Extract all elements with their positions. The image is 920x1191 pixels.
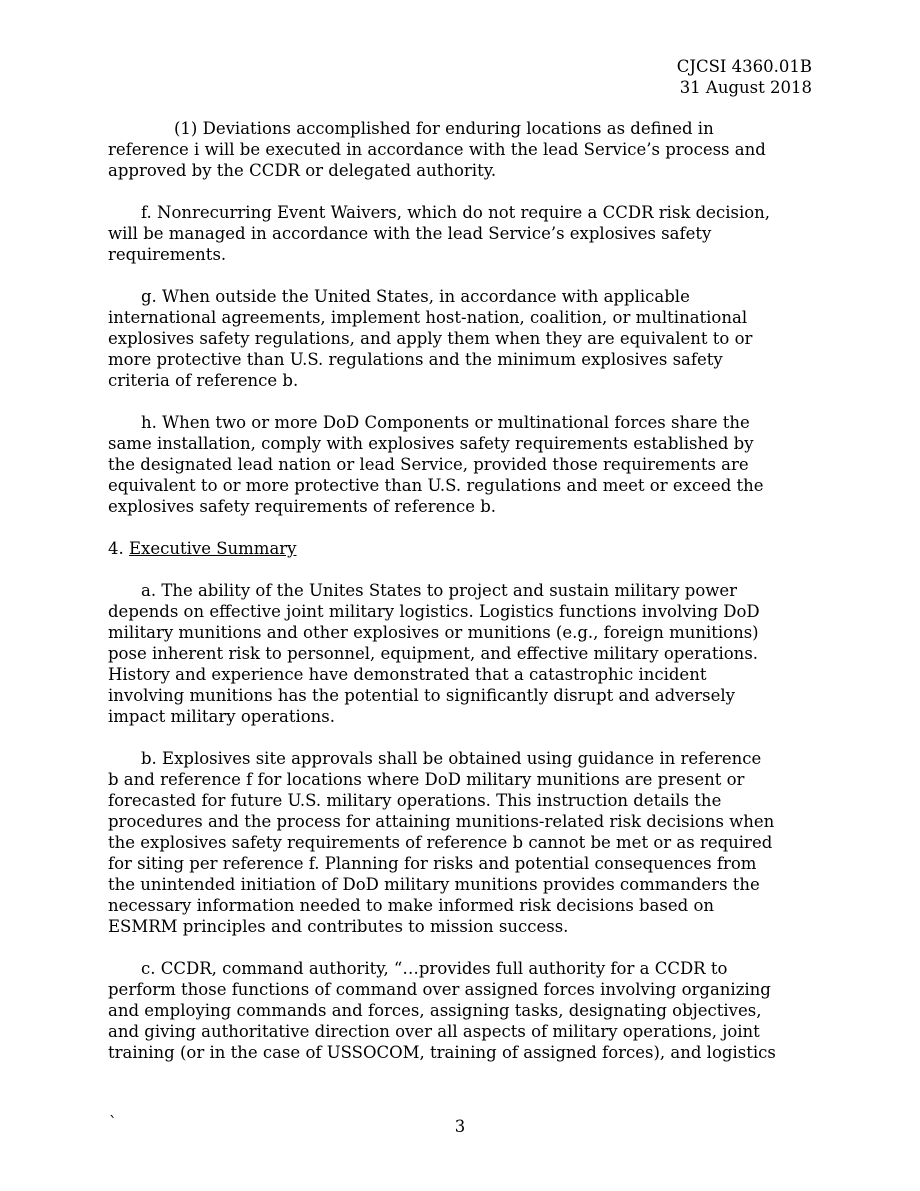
- paragraph-line: forecasted for future U.S. military operations. This instruction details the: [108, 791, 722, 810]
- document-header: [677, 56, 812, 98]
- paragraph-line: same installation, comply with explosives safety requirements established by: [108, 434, 754, 453]
- paragraph: [108, 958, 814, 1063]
- footer-mark: `: [109, 1113, 117, 1132]
- paragraph-line: ESMRM principles and contributes to mission success.: [108, 917, 569, 936]
- document-date: 31 August 2018: [679, 78, 812, 97]
- paragraph-line: necessary information needed to make informed risk decisions based on: [108, 896, 715, 915]
- paragraph-line: the designated lead nation or lead Service, provided those requirements are: [108, 455, 749, 474]
- paragraph-line: c. CCDR, command authority, “…provides full authority for a CCDR to: [141, 959, 728, 978]
- paragraph-line: training (or in the case of USSOCOM, training of assigned forces), and logistics: [108, 1043, 776, 1062]
- page-number: 3: [454, 1117, 466, 1136]
- paragraph-line: more protective than U.S. regulations and the minimum explosives safety: [108, 350, 723, 369]
- paragraph: [108, 118, 814, 181]
- paragraph-line: the unintended initiation of DoD military munitions provides commanders the: [108, 875, 760, 894]
- paragraph-line: depends on effective joint military logistics. Logistics functions involving DoD: [108, 602, 760, 621]
- paragraph-line: approved by the CCDR or delegated authority.: [108, 161, 497, 180]
- paragraph-line: procedures and the process for attaining munitions-related risk decisions when: [108, 812, 775, 831]
- paragraph-line: reference i will be executed in accordance with the lead Service’s process and: [108, 140, 766, 159]
- paragraph-line: requirements.: [108, 245, 227, 264]
- paragraph-line: involving munitions has the potential to significantly disrupt and adversely: [108, 686, 735, 705]
- paragraph: [108, 580, 814, 727]
- paragraph-line: g. When outside the United States, in accordance with applicable: [141, 287, 690, 306]
- paragraph: [108, 202, 814, 265]
- paragraph-group-section3: [108, 118, 814, 517]
- paragraph-line: the explosives safety requirements of reference b cannot be met or as required: [108, 833, 773, 852]
- paragraph-line: b and reference f for locations where DoD military munitions are present or: [108, 770, 745, 789]
- paragraph-line: impact military operations.: [108, 707, 336, 726]
- paragraph-line: and giving authoritative direction over all aspects of military operations, joint: [108, 1022, 760, 1041]
- paragraph-line: b. Explosives site approvals shall be obtained using guidance in reference: [141, 749, 762, 768]
- paragraph-group-section4: [108, 580, 814, 1063]
- paragraph-line: explosives safety regulations, and apply them when they are equivalent to or: [108, 329, 753, 348]
- paragraph-line: perform those functions of command over assigned forces involving organizing: [108, 980, 771, 999]
- paragraph-line: international agreements, implement host-nation, coalition, or multinational: [108, 308, 748, 327]
- paragraph-line: criteria of reference b.: [108, 371, 299, 390]
- paragraph-line: will be managed in accordance with the lead Service’s explosives safety: [108, 224, 712, 243]
- paragraph-line: for siting per reference f. Planning for risks and potential consequences from: [108, 854, 757, 873]
- paragraph-line: equivalent to or more protective than U.S. regulations and meet or exceed the: [108, 476, 764, 495]
- paragraph-line: explosives safety requirements of reference b.: [108, 497, 497, 516]
- paragraph: [108, 412, 814, 517]
- document-id: CJCSI 4360.01B: [676, 57, 812, 76]
- paragraph-line: and employing commands and forces, assigning tasks, designating objectives,: [108, 1001, 762, 1020]
- paragraph-line: pose inherent risk to personnel, equipment, and effective military operations.: [108, 644, 759, 663]
- paragraph: [108, 286, 814, 391]
- section-number: 4.: [108, 539, 124, 558]
- section-heading: [108, 538, 814, 559]
- section-title: Executive Summary: [129, 539, 297, 558]
- paragraph-line: f. Nonrecurring Event Waivers, which do not require a CCDR risk decision,: [141, 203, 771, 222]
- paragraph: [108, 748, 814, 937]
- document-body: [108, 118, 814, 1084]
- paragraph-line: h. When two or more DoD Components or multinational forces share the: [141, 413, 750, 432]
- paragraph-line: military munitions and other explosives or munitions (e.g., foreign munitions): [108, 623, 759, 642]
- paragraph-line: a. The ability of the Unites States to project and sustain military power: [141, 581, 738, 600]
- paragraph-line: History and experience have demonstrated that a catastrophic incident: [108, 665, 707, 684]
- paragraph-line: (1) Deviations accomplished for enduring locations as defined in: [174, 119, 714, 138]
